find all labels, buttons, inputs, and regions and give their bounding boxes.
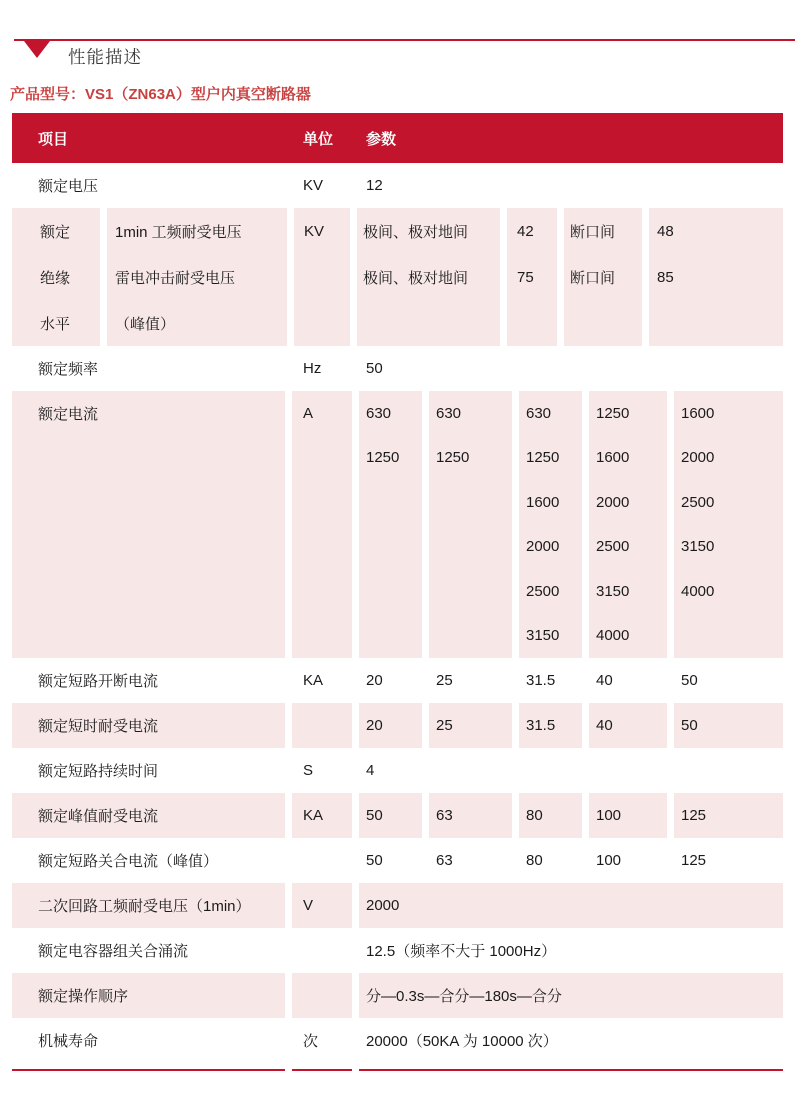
row-label: 额定短路开断电流 <box>38 673 159 690</box>
insulation-scope: 极间、极对地间 极间、极对地间 <box>357 208 500 346</box>
row-value: 20000（50KA 为 10000 次） <box>366 1033 558 1050</box>
row-value: 20 <box>359 703 422 748</box>
row-value: 50 <box>674 703 783 748</box>
row-unit <box>292 838 352 883</box>
insulation-value-2: 48 85 <box>649 208 783 346</box>
row-unit: Hz <box>303 360 322 377</box>
current-column-2: 630 1250 <box>429 391 512 658</box>
current-column-1: 630 1250 <box>359 391 422 658</box>
row-value: 63 <box>436 852 453 869</box>
row-value: 50 <box>366 360 383 377</box>
current-column-3: 630 1250 1600 2000 2500 3150 <box>519 391 582 658</box>
row-unit: KA <box>303 672 324 689</box>
table-row-capacitor-inrush <box>12 928 783 973</box>
table-row-operation-sequence <box>12 973 783 1018</box>
row-value: 50 <box>681 672 698 689</box>
table-row-breaking-current <box>12 658 783 703</box>
row-label: 额定频率 <box>38 361 99 378</box>
insulation-value-1: 42 75 <box>507 208 557 346</box>
row-label: 额定电容器组关合涌流 <box>38 943 189 960</box>
product-model-label: 产品型号：VS1（ZN63A）型户内真空断路器 <box>10 86 311 103</box>
insulation-label: 额定 绝缘 水平 <box>12 208 100 346</box>
row-label: 额定短路关合电流（峰值） <box>38 853 219 870</box>
table-row-rated-voltage <box>12 163 783 208</box>
row-value: 25 <box>429 703 512 748</box>
table-row-short-time-current <box>12 703 783 748</box>
row-value: 100 <box>589 793 667 838</box>
row-value: 25 <box>436 672 453 689</box>
row-label: 额定电流 <box>12 391 285 658</box>
row-value: 100 <box>596 852 622 869</box>
table-row-short-circuit-duration <box>12 748 783 793</box>
row-value: 125 <box>681 852 707 869</box>
row-label: 机械寿命 <box>38 1033 99 1050</box>
row-value: 80 <box>519 793 582 838</box>
current-column-5: 1600 2000 2500 3150 4000 <box>674 391 783 658</box>
insulation-descriptions: 1min 工频耐受电压 雷电冲击耐受电压 （峰值） <box>107 208 287 346</box>
row-unit <box>292 703 352 748</box>
row-unit: KA <box>292 793 352 838</box>
header-item: 项目 <box>38 130 69 148</box>
row-label: 额定峰值耐受电流 <box>12 793 285 838</box>
row-unit: A <box>292 391 352 658</box>
table-row-insulation-level <box>12 208 783 346</box>
row-value: 31.5 <box>526 672 556 689</box>
insulation-scope-2: 断口间 断口间 <box>564 208 642 346</box>
row-label: 二次回路工频耐受电压（1min） <box>12 883 285 928</box>
row-value: 12.5（频率不大于 1000Hz） <box>366 943 557 960</box>
row-value: 50 <box>366 852 383 869</box>
row-label: 额定短时耐受电流 <box>12 703 285 748</box>
spec-table <box>12 113 783 1071</box>
row-unit: S <box>303 762 314 779</box>
row-unit <box>292 928 352 973</box>
row-value: 20 <box>366 672 383 689</box>
row-value: 2000 <box>359 883 783 928</box>
row-value: 50 <box>359 793 422 838</box>
row-value: 4 <box>366 762 375 779</box>
current-column-4: 1250 1600 2000 2500 3150 4000 <box>589 391 667 658</box>
row-value: 40 <box>596 672 613 689</box>
row-value: 80 <box>526 852 543 869</box>
row-unit: KV <box>303 177 324 194</box>
section-divider-rule <box>14 39 795 41</box>
row-value: 63 <box>429 793 512 838</box>
table-row-rated-current <box>12 391 783 658</box>
row-unit: 次 <box>303 1033 319 1050</box>
section-title: 性能描述 <box>68 47 142 67</box>
table-row-secondary-voltage <box>12 883 783 928</box>
header-unit: 单位 <box>303 130 334 148</box>
insulation-unit: KV <box>294 208 350 346</box>
triangle-bullet-icon <box>24 41 50 58</box>
row-value: 40 <box>589 703 667 748</box>
table-row-rated-frequency <box>12 346 783 391</box>
table-bottom-rule <box>12 1069 783 1071</box>
row-label: 额定短路持续时间 <box>38 763 159 780</box>
row-label: 额定电压 <box>38 178 99 195</box>
row-value: 12 <box>366 177 383 194</box>
row-value: 分—0.3s—合分—180s—合分 <box>359 973 783 1018</box>
row-value: 31.5 <box>519 703 582 748</box>
table-header-row <box>12 113 783 163</box>
header-param: 参数 <box>366 130 397 148</box>
row-value: 125 <box>674 793 783 838</box>
row-label: 额定操作顺序 <box>12 973 285 1018</box>
row-unit <box>292 973 352 1018</box>
table-row-mechanical-life <box>12 1018 783 1063</box>
table-row-making-current <box>12 838 783 883</box>
row-unit: V <box>292 883 352 928</box>
table-row-peak-current <box>12 793 783 838</box>
